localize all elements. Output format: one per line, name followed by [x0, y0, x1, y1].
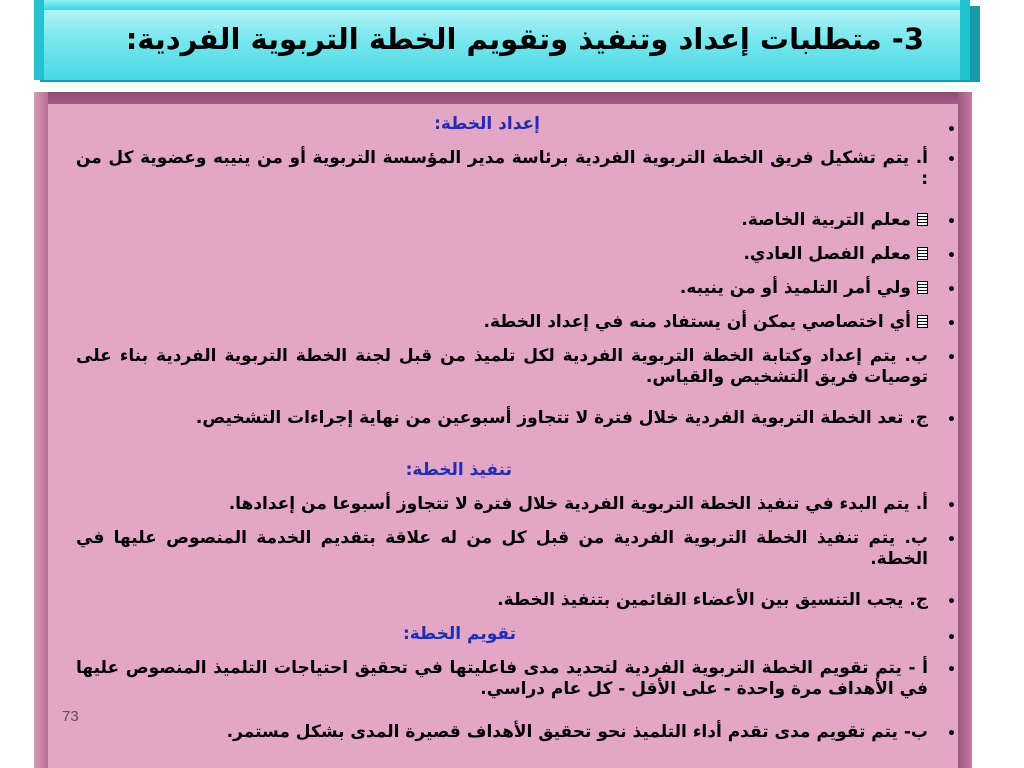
page-number: 73: [62, 708, 79, 725]
exec-item-b: ب. يتم تنفيذ الخطة التربوية الفردية من قبل كل من له علاقة بتقديم الخدمة المنصوص عليها في الخطة.: [76, 528, 928, 569]
bullet-icon: •: [947, 726, 956, 742]
bullet-icon: •: [947, 532, 956, 548]
slide-body: [58, 108, 958, 768]
section-heading-eval: تقويم الخطة:: [402, 624, 516, 644]
bullet-icon: •: [947, 662, 956, 678]
bullet-icon: •: [947, 594, 956, 610]
eval-item-a: أ - يتم تقويم الخطة التربوية الفردية لتحديد مدى فاعليتها في تحقيق احتياجات التلميذ المنصوص عليها في الأهداف مرة واحدة - على الأقل - كل عام دراسي.: [76, 658, 928, 699]
prep-item-c: ج. تعد الخطة التربوية الفردية خلال فترة لا تتجاوز أسبوعين من نهاية إجراءات التشخيص.: [195, 408, 928, 428]
member-item: معلم التربية الخاصة.: [741, 210, 911, 230]
content-panel-top-bevel: [34, 92, 972, 104]
exec-item-a: أ. يتم البدء في تنفيذ الخطة التربوية الفردية خلال فترة لا تتجاوز أسبوعا من إعدادها.: [228, 494, 928, 514]
list-item: [76, 148, 958, 190]
bullet-icon: •: [947, 282, 956, 298]
section-heading-exec: تنفيذ الخطة:: [405, 460, 512, 480]
list-item: [76, 312, 958, 333]
checklist-icon: [917, 281, 928, 294]
list-item: [76, 494, 958, 515]
checklist-icon: [917, 315, 928, 328]
bullet-icon: •: [947, 316, 956, 332]
prep-item-b: ب. يتم إعداد وكتابة الخطة التربوية الفردية لكل تلميذ من قبل لجنة الخطة التربوية الفردية بناء على توصيات فريق التشخيص والقياس.: [76, 346, 928, 387]
bullet-icon: •: [947, 630, 956, 646]
slide-title: 3- متطلبات إعداد وتنفيذ وتقويم الخطة التربوية الفردية:: [125, 22, 924, 56]
list-item: [76, 658, 958, 700]
list-item: [76, 528, 958, 570]
list-item: [76, 346, 958, 388]
bullet-icon: •: [947, 152, 956, 168]
checklist-icon: [917, 247, 928, 260]
title-banner-bevel: [44, 0, 960, 10]
title-banner: [34, 0, 970, 80]
bullet-icon: •: [947, 350, 956, 366]
list-item: [76, 278, 958, 299]
list-item: [76, 210, 958, 231]
list-item: [76, 408, 958, 429]
member-item: أي اختصاصي يمكن أن يستفاد منه في إعداد الخطة.: [483, 312, 911, 332]
bullet-icon: •: [947, 248, 956, 264]
section-heading-prep: إعداد الخطة:: [434, 114, 540, 134]
list-item: [76, 722, 958, 743]
member-item: ولي أمر التلميذ أو من ينيبه.: [679, 278, 911, 298]
checklist-icon: [917, 213, 928, 226]
bullet-icon: •: [947, 498, 956, 514]
content-panel-left-bevel: [34, 92, 48, 768]
bullet-icon: •: [947, 412, 956, 428]
bullet-icon: •: [947, 214, 956, 230]
member-item: معلم الفصل العادي.: [743, 244, 911, 264]
list-item: [76, 590, 958, 611]
eval-item-b: ب- يتم تقويم مدى تقدم أداء التلميذ نحو تحقيق الأهداف قصيرة المدى بشكل مستمر.: [226, 722, 928, 742]
prep-item-a: أ. يتم تشكيل فريق الخطة التربوية الفردية برئاسة مدير المؤسسة التربوية أو من ينيبه وعضوية كل من :: [76, 148, 928, 189]
bullet-icon: •: [947, 122, 956, 138]
exec-item-c: ج. يجب التنسيق بين الأعضاء القائمين بتنفيذ الخطة.: [497, 590, 928, 610]
content-panel-right-bevel: [958, 92, 972, 768]
list-item: [76, 244, 958, 265]
